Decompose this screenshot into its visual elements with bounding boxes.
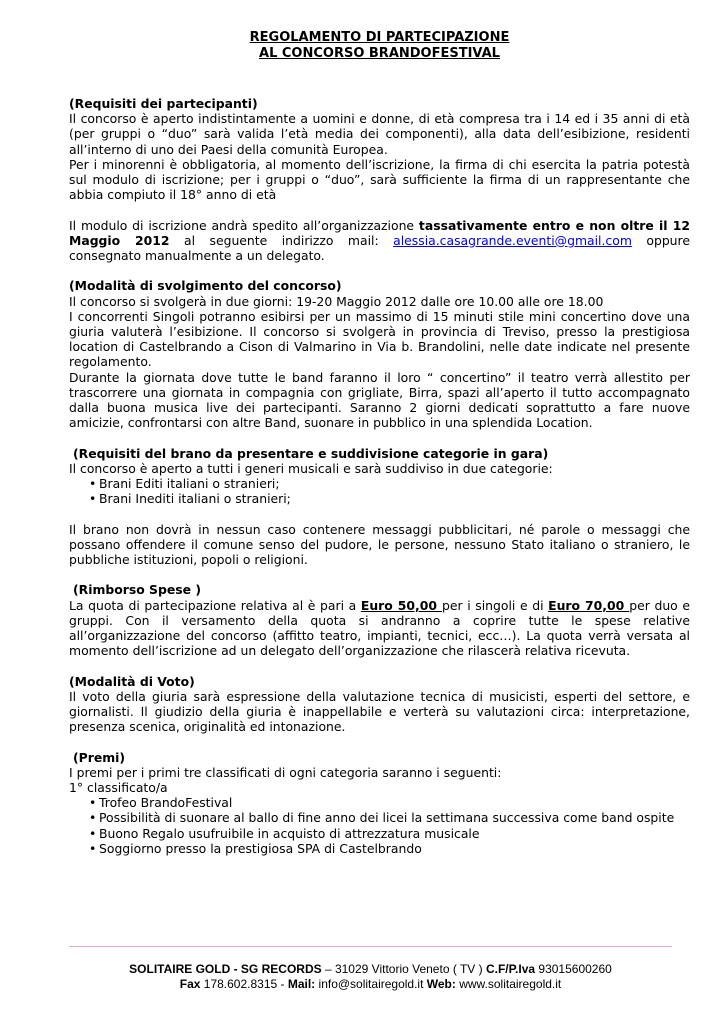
list-item: • Buono Regalo usufruibile in acquisto di attrezzatura musicale [69,826,690,841]
paragraph: Per i minorenni è obbligatoria, al momento dell’iscrizione, la firma di chi esercita la patria potestà sul modulo di iscrizione; per i gruppi o “duo”, sarà sufficiente la firma di un rappresentante che abbia compiuto il 18° anno di età [69,156,690,203]
list-item: • Soggiorno presso la prestigiosa SPA di Castelbrando [69,841,690,856]
title-line-1: REGOLAMENTO DI PARTECIPAZIONE [249,30,510,45]
section-modalita [69,278,690,430]
list-item: • Trofeo BrandoFestival [69,795,690,810]
section-requisiti [69,96,690,202]
email-link[interactable]: alessia.casagrande.eventi@gmail.com [393,232,632,248]
fax-value: 178.602.8315 - [200,977,288,991]
paragraph: Il concorso si svolgerà in due giorni: 19-20 Maggio 2012 dalle ore 10.00 alle ore 18.00 [69,293,604,309]
cf-label: C.F/P.Iva [485,962,536,976]
web-value: www.solitairegold.it [455,977,562,991]
text: Il modulo di iscrizione andrà spedito all’organizzazione [69,217,419,233]
paragraph [69,218,690,264]
footer-line-1 [69,962,672,977]
paragraph: I premi per i primi tre classificati di ogni categoria saranno i seguenti: [69,764,502,780]
list-item: • Brani Inediti italiani o stranieri; [69,491,690,506]
section-heading: (Requisiti del brano da presentare e suddivisione categorie in gara) [73,445,549,461]
paragraph: Il concorso è aperto a tutti i generi musicali e sarà suddiviso in due categorie: [69,460,553,476]
footer-divider [69,946,672,947]
footer [69,962,672,992]
section-brano [69,446,690,507]
address: – 31029 Vittorio Veneto ( TV ) [321,962,486,976]
paragraph: 1° classificato/a [69,780,168,796]
paragraph: Il brano non dovrà in nessun caso contenere messaggi pubblicitari, né parole o messaggi che possano offendere il comune senso del pudore, le persone, nessuno Stato italiano o straniero, le pubbliche istituzioni, popoli o religioni. [69,521,690,568]
fax-label: Fax [179,977,201,991]
price-group: Euro 70,00 [548,597,630,613]
footer-line-2 [69,977,672,992]
list-item: • Brani Editi italiani o stranieri; [69,476,690,491]
text: per i singoli e di [441,597,549,613]
text: La quota di partecipazione relativa al è pari a [69,597,361,613]
text: al seguente indirizzo mail: [169,232,394,248]
mail-value: info@solitairegold.it [315,977,427,991]
section-heading: (Modalità di Voto) [69,673,195,689]
section-heading: (Rimborso Spese ) [73,582,202,598]
deadline-text: tassativamente entro e non oltre il 12 Maggio 2012 [69,217,690,248]
category-list [69,476,690,506]
section-premi [69,750,690,856]
section-heading: (Requisiti dei partecipanti) [69,96,258,111]
price-single: Euro 50,00 [360,597,442,613]
section-heading: (Premi) [73,749,126,765]
title-line-2: AL CONCORSO BRANDOFESTIVAL [259,46,500,61]
paragraph: Il voto della giuria sarà espressione della valutazione tecnica di musicisti, esperti del settore, e giornalisti. Il giudizio della giuria è inappellabile e verterà su valutazioni circa: interpretazione, presenza scenica, originalità ed intonazione. [69,688,690,735]
prize-list [69,795,690,856]
document-body [69,30,690,871]
paragraph [69,598,690,659]
section-heading: (Modalità di svolgimento del concorso) [69,278,342,294]
cf-value: 93015600260 [535,962,612,976]
text: oppure consegnato manualmente a un delegato. [69,232,690,264]
paragraph: Durante la giornata dove tutte le band faranno il loro “ concertino” il teatro verrà allestito per trascorrere una giornata in compagnia con grigliate, Birra, spazi all’aperto il tutto accompagnato dalla buona musica live dei partecipanti. Saranno 2 giorni dedicati soprattutto a fare nuove amicizie, confrontarsi con altre Band, suonare in pubblico in una splendida Location. [69,369,690,431]
web-label: Web: [426,977,456,991]
paragraph: I concorrenti Singoli potranno esibirsi per un massimo di 15 minuti stile mini concertino dove una giuria valuterà l’esibizione. Il concorso si svolgerà in provincia di Treviso, presso la prestigiosa location di Castelbrando a Cison di Valmarino in Via b. Brandolini, nelle date indicate nel presente regolamento. [69,308,690,370]
section-rimborso [69,582,690,658]
company-name: SOLITAIRE GOLD - SG RECORDS [129,962,322,976]
section-brano-rules [69,522,690,568]
mail-label: Mail: [287,977,316,991]
text: per duo e gruppi. Con il versamento della quota si andranno a coprire tutte le spese relative all’organizzazione del concorso (affitto teatro, impianti, tecnici, ecc…). La quota verrà versata al momento dell’iscrizione ad un delegato dell’organizzazione che rilascerà relativa ricevuta. [69,597,691,659]
document-title [69,30,690,62]
list-item: • Possibilità di suonare al ballo di fine anno dei licei la settimana successiva come band ospite [69,810,690,825]
paragraph: Il concorso è aperto indistintamente a uomini e donne, di età compresa tra i 14 ed i 35 anni di età (per gruppi o “duo” sarà valida l’età media dei componenti), alla data dell’esibizione, residenti all’interno di uno dei Paesi della comunità Europea. [69,111,690,157]
section-voto [69,674,690,735]
section-iscrizione [69,218,690,264]
